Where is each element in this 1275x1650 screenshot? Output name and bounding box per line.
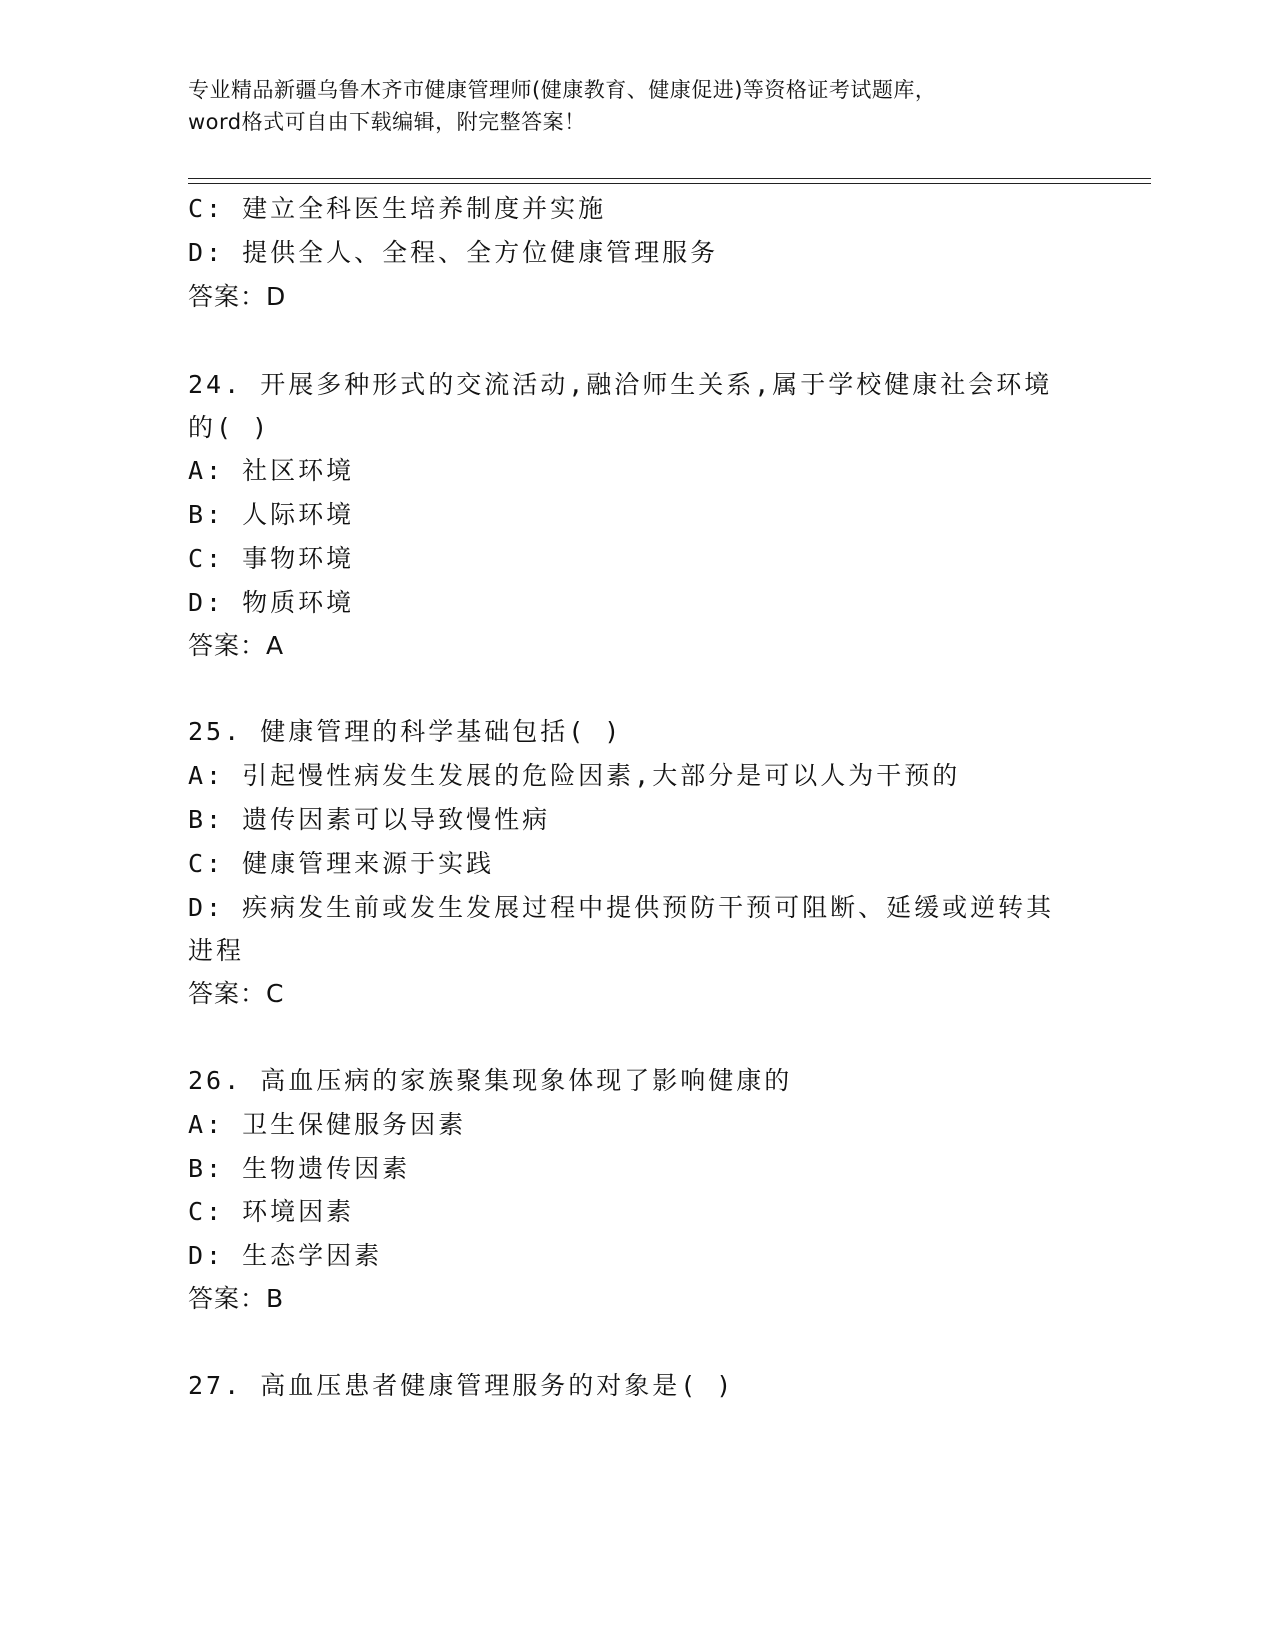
q24-option-d: D: 物质环境 (188, 588, 355, 617)
q25-stem: 25. 健康管理的科学基础包括( ) (188, 717, 623, 746)
q25-option-b: B: 遗传因素可以导致慢性病 (188, 805, 551, 834)
prev-answer: 答案：D (188, 282, 287, 311)
document-header (188, 74, 1088, 138)
q26-option-c: C: 环境因素 (188, 1197, 355, 1226)
q25-option-c: C: 健康管理来源于实践 (188, 849, 495, 878)
q25-option-d-line-2: 进程 (188, 936, 245, 965)
header-rule-top (188, 178, 1151, 179)
q26-answer: 答案：B (188, 1284, 285, 1313)
q25-option-d-line-1: D: 疾病发生前或发生发展过程中提供预防干预可阻断、延缓或逆转其 (188, 893, 1055, 922)
header-rule-bottom (188, 183, 1151, 184)
q26-option-d: D: 生态学因素 (188, 1241, 383, 1270)
q24-stem-line-1: 24. 开展多种形式的交流活动,融洽师生关系,属于学校健康社会环境 (188, 370, 1053, 399)
header-line-2: word格式可自由下载编辑，附完整答案！ (188, 110, 586, 134)
q24-option-b: B: 人际环境 (188, 500, 355, 529)
q24-option-c: C: 事物环境 (188, 544, 355, 573)
header-line-1: 专业精品新疆乌鲁木齐市健康管理师(健康教育、健康促进)等资格证考试题库， (188, 78, 937, 102)
prev-option-c: C: 建立全科医生培养制度并实施 (188, 194, 607, 223)
q25-answer: 答案：C (188, 979, 285, 1008)
q26-option-a: A: 卫生保健服务因素 (188, 1110, 467, 1139)
q24-option-a: A: 社区环境 (188, 456, 355, 485)
q25-option-a: A: 引起慢性病发生发展的危险因素,大部分是可以人为干预的 (188, 761, 961, 790)
q27-stem: 27. 高血压患者健康管理服务的对象是( ) (188, 1371, 735, 1400)
q24-stem-line-2: 的( ) (188, 413, 271, 442)
q26-stem: 26. 高血压病的家族聚集现象体现了影响健康的 (188, 1066, 793, 1095)
prev-option-d: D: 提供全人、全程、全方位健康管理服务 (188, 238, 719, 267)
q26-option-b: B: 生物遗传因素 (188, 1154, 411, 1183)
q24-answer: 答案：A (188, 631, 285, 660)
